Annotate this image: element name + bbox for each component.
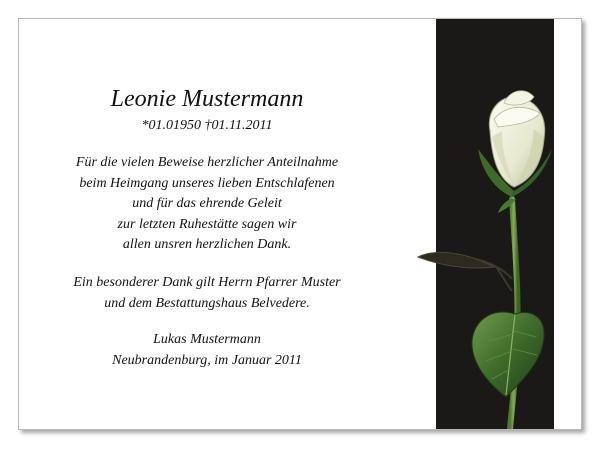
thanks-paragraph (19, 153, 395, 256)
obituary-card (18, 18, 582, 430)
special-thanks-line: Ein besonderer Dank gilt Herrn Pfarrer Muster (73, 275, 341, 290)
deceased-name: Leonie Mustermann (110, 86, 304, 112)
special-thanks-paragraph (19, 273, 395, 314)
signature (19, 330, 395, 371)
signature-place-date: Neubrandenburg, im Januar 2011 (112, 352, 302, 368)
white-rose-icon (394, 79, 554, 429)
life-dates: *01.01950 †01.11.2011 (141, 118, 273, 133)
thanks-line: allen unsren herzlichen Dank. (122, 237, 292, 252)
thanks-line: beim Heimgang unseres lieben Entschlafenen (79, 175, 335, 191)
thanks-line: zur letzten Ruhestätte sagen wir (117, 216, 297, 232)
thanks-line: Für die vielen Beweise herzlicher Anteilnahme (75, 155, 339, 170)
thanks-line: und für das ehrende Geleit (132, 196, 282, 211)
signature-name: Lukas Mustermann (153, 332, 261, 347)
notice-text-area (19, 19, 395, 429)
special-thanks-line: und dem Bestattungshaus Belvedere. (104, 295, 310, 311)
